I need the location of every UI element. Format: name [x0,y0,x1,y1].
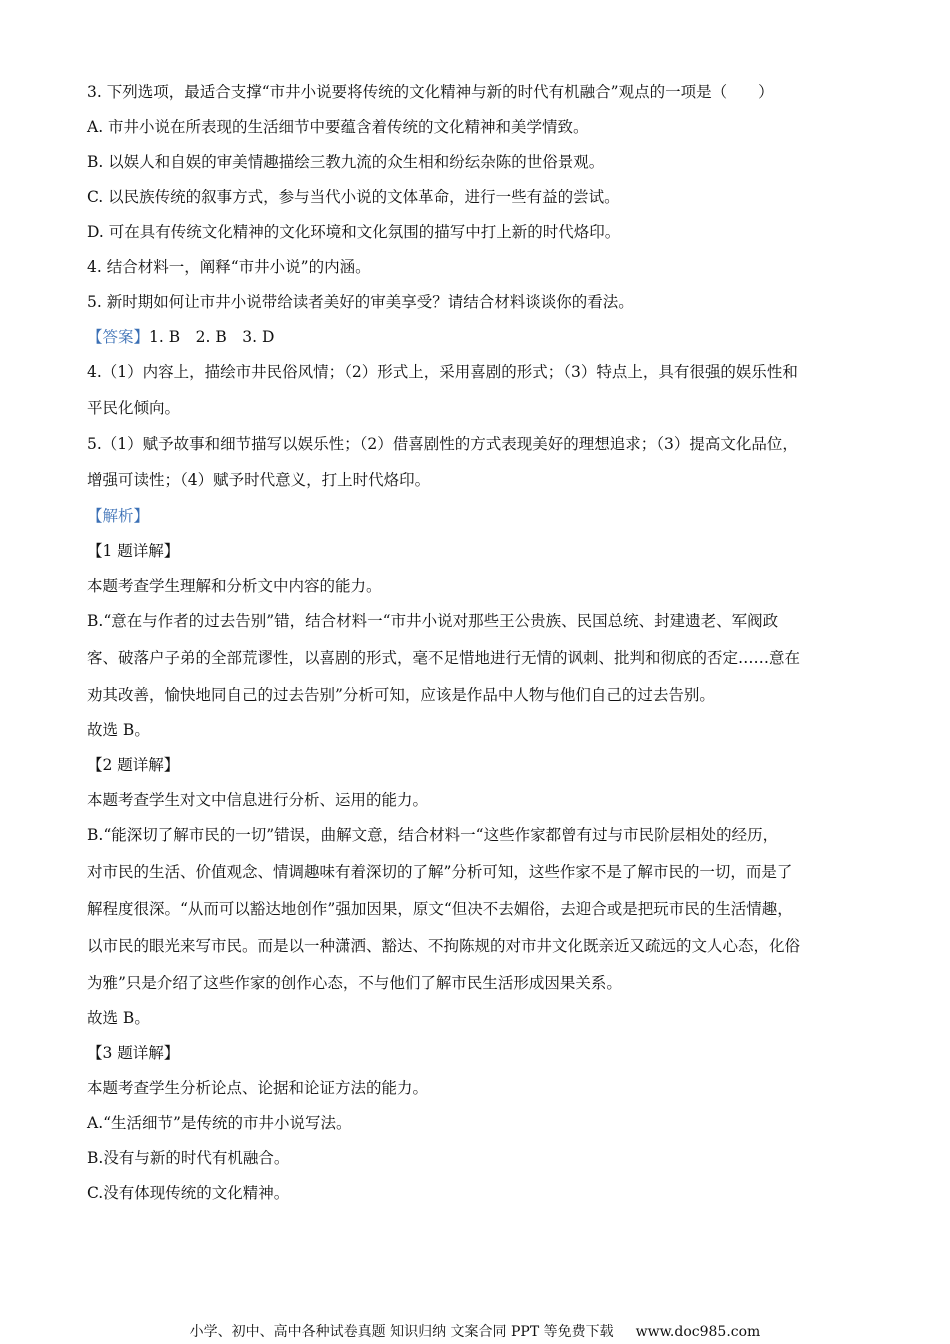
option-a: A. 市井小说在所表现的生活细节中要蕴含着传统的文化精神和美学情致。 [87,118,589,136]
detail-1-choice: 故选 B。 [87,721,150,739]
detail-1-text-1: B.“意在与作者的过去告别”错，结合材料一“市井小说对那些王公贵族、民国总统、封建遗老、军阀政 [87,612,779,630]
answer-5-line-1: 5.（1）赋予故事和细节描写以娱乐性；（2）借喜剧性的方式表现美好的理想追求；（3）提高文化品位， [87,435,798,453]
detail-3-intro: 本题考查学生分析论点、论据和论证方法的能力。 [87,1079,429,1097]
detail-3-heading: 【3 题详解】 [87,1044,180,1062]
answer-4-line-2: 平民化倾向。 [87,399,181,417]
page-footer [0,1323,950,1341]
analysis-label: 【解析】 [87,507,150,525]
option-c: C. 以民族传统的叙事方式，参与当代小说的文体革命，进行一些有益的尝试。 [87,188,620,206]
option-b: B. 以娱人和自娱的审美情趣描绘三教九流的众生相和纷纭杂陈的世俗景观。 [87,153,605,171]
option-d: D. 可在具有传统文化精神的文化环境和文化氛围的描写中打上新的时代烙印。 [87,223,621,241]
detail-2-text-3: 解程度很深。“从而可以豁达地创作”强加因果，原文“但决不去媚俗，去迎合或是把玩市民的生活情趣， [87,900,793,918]
detail-2-choice: 故选 B。 [87,1009,150,1027]
detail-2-text-5: 为雅”只是介绍了这些作家的创作心态，不与他们了解市民生活形成因果关系。 [87,974,622,992]
footer-website-link[interactable]: www.doc985.com [635,1324,761,1340]
answer-line [87,327,877,347]
question-5: 5. 新时期如何让市井小说带给读者美好的审美享受？请结合材料谈谈你的看法。 [87,293,634,311]
detail-2-heading: 【2 题详解】 [87,756,180,774]
detail-1-text-2: 客、破落户子弟的全部荒谬性，以喜剧的形式，毫不足惜地进行无情的讽刺、批判和彻底的否定……意在 [87,649,801,667]
detail-1-text-3: 劝其改善，愉快地同自己的过去告别”分析可知，应该是作品中人物与他们自己的过去告别。 [87,686,715,704]
detail-2-text-4: 以市民的眼光来写市民。而是以一种潇洒、豁达、不拘陈规的对市井文化既亲近又疏远的文人心态，化俗 [87,937,801,955]
answer-label: 【答案】 [87,328,150,346]
detail-1-heading: 【1 题详解】 [87,542,180,560]
detail-3-b: B.没有与新的时代有机融合。 [87,1149,290,1167]
analysis-line [87,506,877,526]
answer-5-line-2: 增强可读性；（4）赋予时代意义，打上时代烙印。 [87,471,431,489]
detail-3-a: A.“生活细节”是传统的市井小说写法。 [87,1114,352,1132]
detail-2-text-2: 对市民的生活、价值观念、情调趣味有着深切的了解”分析可知，这些作家不是了解市民的一切，而是了 [87,863,793,881]
question-4: 4. 结合材料一，阐释“市井小说”的内涵。 [87,258,371,276]
detail-3-c: C.没有体现传统的文化精神。 [87,1184,290,1202]
footer-promo: 小学、初中、高中各种试卷真题 知识归纳 文案合同 PPT 等免费下载 [189,1324,614,1340]
detail-2-intro: 本题考查学生对文中信息进行分析、运用的能力。 [87,791,429,809]
answer-4-line-1: 4.（1）内容上，描绘市井民俗风情；（2）形式上，采用喜剧的形式；（3）特点上，具有很强的娱乐性和 [87,363,798,381]
detail-1-intro: 本题考查学生理解和分析文中内容的能力。 [87,577,382,595]
question-3: 3. 下列选项，最适合支撑“市井小说要将传统的文化精神与新的时代有机融合”观点的一项是（ ） [87,83,774,101]
answer-text: 1. B 2. B 3. D [149,328,275,346]
detail-2-text-1: B.“能深切了解市民的一切”错误，曲解文意，结合材料一“这些作家都曾有过与市民阶层相处的经历， [87,826,779,844]
